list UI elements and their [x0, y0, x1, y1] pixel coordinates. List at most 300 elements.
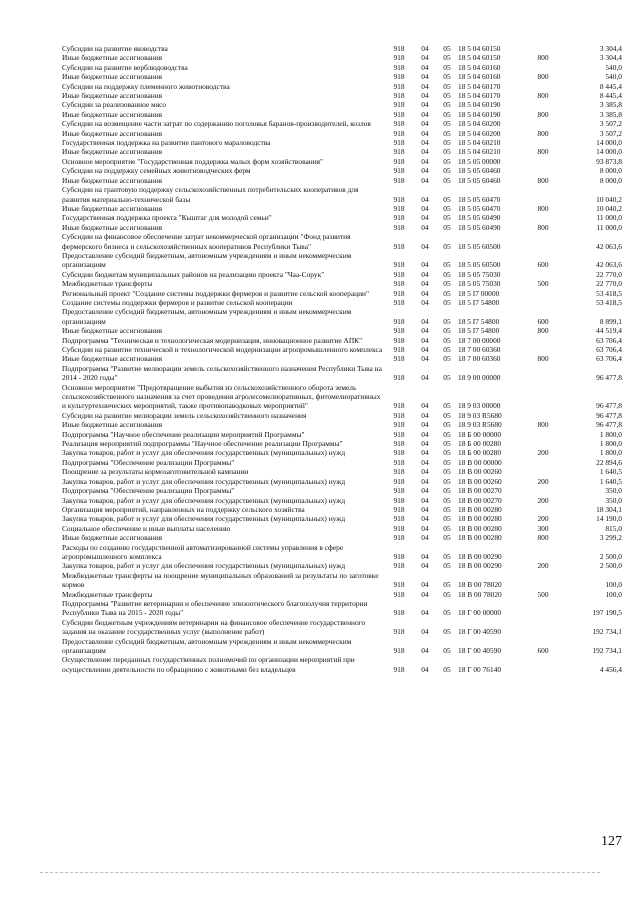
row-section: 04 [421, 410, 429, 420]
row-subsection: 05 [443, 166, 451, 176]
row-subsection: 05 [443, 91, 451, 101]
table-row [62, 354, 622, 363]
row-amount: 11 000,0 [596, 213, 622, 223]
row-subsection: 05 [443, 288, 451, 298]
row-target-article: 18 5 05 60500 [458, 241, 501, 251]
row-amount: 350,0 [605, 486, 622, 496]
row-name: Подпрограмма "Техническая и технологическая модернизация, инновационное развитие АПК" [62, 335, 363, 345]
row-section: 04 [421, 194, 429, 204]
row-target-article: 18 5 04 60200 [458, 119, 501, 129]
row-expense-type: 800 [537, 53, 549, 63]
row-name: Расходы по созданию государственной автоматизированной системы управления в сфере агропромышленного комплекса [62, 542, 344, 561]
row-expense-type [530, 166, 556, 175]
row-expense-type: 200 [537, 561, 549, 571]
row-name: Субсидии на возмещение части затрат по содержанию поголовья баранов-производителей, козлов [62, 119, 371, 129]
row-target-article: 18 5 05 60470 [458, 194, 501, 204]
table-row [62, 571, 622, 590]
row-admin-code: 918 [393, 495, 405, 505]
row-expense-type [530, 571, 556, 590]
row-amount: 3 299,2 [599, 533, 622, 543]
row-target-article: 18 5 05 75030 [458, 269, 501, 279]
row-section: 04 [421, 420, 429, 430]
row-amount: 96 477,8 [596, 410, 622, 420]
row-subsection: 05 [443, 410, 451, 420]
row-target-article: 18 9 03 R5680 [458, 410, 502, 420]
row-section: 04 [421, 81, 429, 91]
row-name: Субсидии на поддержку семейных животноводческих ферм [62, 166, 251, 176]
row-admin-code: 918 [393, 523, 405, 533]
row-target-article: 18 5 05 60460 [458, 166, 501, 176]
row-admin-code: 918 [393, 504, 405, 514]
row-target-article: 18 В 00 00270 [458, 495, 502, 505]
row-subsection: 05 [443, 194, 451, 204]
table-row [62, 204, 622, 213]
table-row [62, 561, 622, 570]
row-target-article: 18 В 00 00260 [458, 467, 502, 477]
row-amount: 540,0 [605, 72, 622, 82]
row-section: 04 [421, 664, 429, 674]
row-subsection: 05 [443, 627, 451, 637]
row-name: Иные бюджетные ассигнования [62, 222, 163, 232]
row-subsection: 05 [443, 345, 451, 354]
row-target-article: 18 5 I7 54800 [458, 316, 500, 326]
row-name: Предоставление субсидий бюджетным, автономным учреждениям и иным некоммерческим организациям [62, 636, 352, 655]
row-admin-code: 918 [393, 476, 405, 486]
row-subsection: 05 [443, 401, 451, 411]
row-expense-type [530, 618, 556, 637]
row-admin-code: 918 [393, 241, 405, 251]
row-subsection: 05 [443, 664, 451, 674]
page-number: 127 [601, 834, 622, 849]
table-row [62, 618, 622, 637]
row-admin-code: 918 [393, 608, 405, 618]
row-target-article: 18 5 05 60500 [458, 260, 501, 270]
row-target-article: 18 В 00 00280 [458, 514, 502, 524]
row-amount: 3 507,2 [599, 119, 622, 129]
row-amount: 2 500,0 [599, 561, 622, 571]
table-row [62, 119, 622, 128]
row-section: 04 [421, 72, 429, 82]
row-target-article: 18 В 00 00270 [458, 486, 502, 496]
row-target-article: 18 Б 00 00280 [458, 439, 502, 449]
row-section: 04 [421, 646, 429, 655]
row-expense-type [530, 213, 556, 222]
table-row [62, 477, 622, 486]
row-admin-code: 918 [393, 91, 405, 101]
table-row [62, 533, 622, 542]
row-amount: 3 385,8 [599, 100, 622, 110]
row-target-article: 18 5 04 60210 [458, 147, 501, 157]
row-expense-type [530, 82, 556, 91]
table-row [62, 364, 622, 383]
row-subsection: 05 [443, 203, 451, 213]
row-subsection: 05 [443, 81, 451, 91]
row-section: 04 [421, 109, 429, 119]
row-target-article: 18 5 05 60490 [458, 222, 501, 232]
row-section: 04 [421, 551, 429, 561]
table-row [62, 420, 622, 429]
row-admin-code: 918 [393, 100, 405, 110]
table-row [62, 448, 622, 457]
table-row [62, 63, 622, 72]
row-section: 04 [421, 504, 429, 514]
row-target-article: 18 В 00 00260 [458, 476, 502, 486]
row-target-article: 18 В 00 78020 [458, 589, 502, 599]
row-name: Региональный проект "Создание системы поддержки фермеров и развитие сельской кооперации" [62, 288, 369, 298]
row-name: Предоставление субсидий бюджетным, автономным учреждениям и иным некоммерческим организациям [62, 250, 352, 270]
row-subsection: 05 [443, 128, 451, 138]
row-section: 04 [421, 119, 429, 129]
row-amount: 815,0 [605, 523, 622, 533]
row-section: 04 [421, 175, 429, 185]
row-section: 04 [421, 448, 429, 458]
row-amount: 350,0 [605, 495, 622, 505]
row-section: 04 [421, 100, 429, 110]
row-amount: 8 445,4 [599, 81, 622, 91]
row-section: 04 [421, 316, 429, 326]
row-name: Субсидии на поддержку племенного животноводства [62, 81, 230, 91]
row-amount: 3 304,4 [599, 53, 622, 63]
table-row [62, 157, 622, 166]
row-admin-code: 918 [393, 203, 405, 213]
row-expense-type: 800 [537, 72, 549, 82]
row-admin-code: 918 [393, 448, 405, 458]
row-name: Межбюджетные трансферты [62, 589, 153, 599]
row-admin-code: 918 [393, 288, 405, 298]
table-row [62, 298, 622, 307]
table-row [62, 129, 622, 138]
row-amount: 14 190,0 [596, 514, 622, 524]
row-admin-code: 918 [393, 580, 405, 590]
row-admin-code: 918 [393, 297, 405, 307]
row-admin-code: 918 [393, 457, 405, 467]
row-amount: 4 456,4 [599, 664, 622, 674]
row-expense-type: 200 [537, 514, 549, 524]
row-name: Иные бюджетные ассигнования [62, 109, 163, 119]
row-name: Создание системы поддержки фермеров и развитие сельской кооперации [62, 297, 293, 307]
row-amount: 63 706,4 [596, 335, 622, 345]
table-row [62, 110, 622, 119]
row-subsection: 05 [443, 222, 451, 232]
row-expense-type [530, 411, 556, 420]
scan-edge-divider [40, 872, 600, 873]
row-name: Субсидии на развитие технической и технологической модернизации агропромышленного комплекса [62, 345, 383, 354]
row-name: Подпрограмма "Обеспечение реализации Программы" [62, 486, 235, 496]
row-admin-code: 918 [393, 119, 405, 129]
row-expense-type [530, 232, 556, 251]
row-target-article: 18 5 04 60190 [458, 100, 501, 110]
row-amount: 63 706,4 [596, 354, 622, 364]
table-row [62, 270, 622, 279]
row-subsection: 05 [443, 373, 451, 383]
row-section: 04 [421, 297, 429, 307]
row-admin-code: 918 [393, 354, 405, 364]
row-amount: 1 640,5 [599, 476, 622, 486]
row-name: Субсидии на грантовую поддержку сельскохозяйственных потребительских кооперативов для развития материально-технической базы [62, 185, 359, 204]
row-section: 04 [421, 523, 429, 533]
row-section: 04 [421, 401, 429, 411]
row-subsection: 05 [443, 523, 451, 533]
table-row [62, 655, 622, 674]
row-section: 04 [421, 222, 429, 232]
row-amount: 100,0 [605, 580, 622, 590]
row-amount: 1 800,0 [599, 448, 622, 458]
row-section: 04 [421, 495, 429, 505]
row-admin-code: 918 [393, 345, 405, 354]
row-name: Подпрограмма "Научное обеспечение реализации мероприятий Программы" [62, 429, 305, 439]
row-subsection: 05 [443, 448, 451, 458]
row-amount: 2 500,0 [599, 551, 622, 561]
row-name: Основное мероприятие "Предотвращение выбытия из сельскохозяйственного оборота земель сельскохозяйственного назначения за счет проведения агролесомелиоративных, фитомелиоративных и культуртехнических мероприятий, также противопаводковых мероприятий" [62, 382, 381, 411]
row-admin-code: 918 [393, 175, 405, 185]
row-subsection: 05 [443, 44, 451, 53]
row-section: 04 [421, 288, 429, 298]
row-amount: 1 640,5 [599, 467, 622, 477]
row-name: Иные бюджетные ассигнования [62, 72, 163, 82]
table-row [62, 430, 622, 439]
table-row [62, 251, 622, 270]
row-section: 04 [421, 62, 429, 72]
row-expense-type [530, 336, 556, 345]
table-row [62, 213, 622, 222]
row-target-article: 18 5 I7 54800 [458, 326, 500, 336]
row-amount: 22 770,0 [596, 279, 622, 289]
row-section: 04 [421, 213, 429, 223]
row-amount: 3 507,2 [599, 128, 622, 138]
row-amount: 44 519,4 [596, 326, 622, 336]
table-row [62, 232, 622, 251]
table-row [62, 307, 622, 326]
row-amount: 10 040,2 [596, 194, 622, 204]
row-section: 04 [421, 156, 429, 166]
budget-table-body [62, 44, 622, 674]
row-section: 04 [421, 44, 429, 53]
row-admin-code: 918 [393, 486, 405, 496]
row-amount: 42 063,6 [596, 241, 622, 251]
row-section: 04 [421, 514, 429, 524]
row-admin-code: 918 [393, 514, 405, 524]
row-expense-type [530, 270, 556, 279]
row-name: Субсидии за реализованное мясо [62, 100, 167, 110]
row-name: Закупка товаров, работ и услуг для обеспечения государственных (муниципальных) нужд [62, 561, 346, 571]
row-target-article: 18 7 00 00000 [458, 335, 501, 345]
row-admin-code: 918 [393, 401, 405, 411]
row-amount: 93 873,8 [596, 156, 622, 166]
row-target-article: 18 Г 00 40590 [458, 646, 502, 655]
row-name: Субсидии на развитие мелиорации земель сельскохозяйственного назначения [62, 410, 307, 420]
row-amount: 197 190,5 [592, 608, 622, 618]
row-subsection: 05 [443, 457, 451, 467]
table-row [62, 505, 622, 514]
row-amount: 96 477,8 [596, 420, 622, 430]
row-expense-type: 300 [537, 523, 549, 533]
row-target-article: 18 9 00 00000 [458, 373, 501, 383]
table-row [62, 543, 622, 562]
row-admin-code: 918 [393, 551, 405, 561]
table-row [62, 590, 622, 599]
row-subsection: 05 [443, 62, 451, 72]
table-row [62, 326, 622, 335]
row-name: Иные бюджетные ассигнования [62, 203, 163, 213]
row-subsection: 05 [443, 429, 451, 439]
row-section: 04 [421, 608, 429, 618]
row-section: 04 [421, 53, 429, 63]
row-expense-type: 800 [537, 128, 549, 138]
row-subsection: 05 [443, 439, 451, 449]
row-section: 04 [421, 467, 429, 477]
row-expense-type [530, 467, 556, 476]
row-name: Подпрограмма "Развитие ветеринарии и обеспечение эпизоотического благополучия территории Республики Тыва на 2015 - 2020 годы" [62, 598, 368, 618]
table-row [62, 486, 622, 495]
row-admin-code: 918 [393, 166, 405, 176]
row-subsection: 05 [443, 486, 451, 496]
row-admin-code: 918 [393, 53, 405, 63]
row-admin-code: 918 [393, 410, 405, 420]
table-row [62, 147, 622, 156]
table-row [62, 467, 622, 476]
row-target-article: 18 5 05 60490 [458, 213, 501, 223]
row-amount: 63 706,4 [596, 345, 622, 354]
row-target-article: 18 В 00 00280 [458, 533, 502, 543]
row-target-article: 18 5 04 60150 [458, 53, 501, 63]
row-section: 04 [421, 439, 429, 449]
row-target-article: 18 5 04 60200 [458, 128, 501, 138]
table-row [62, 637, 622, 656]
row-amount: 53 418,5 [596, 288, 622, 298]
row-expense-type [530, 63, 556, 72]
row-name: Социальное обеспечение и иные выплаты населению [62, 523, 231, 533]
row-admin-code: 918 [393, 439, 405, 449]
row-amount: 42 063,6 [596, 260, 622, 270]
row-amount: 1 800,0 [599, 439, 622, 449]
row-section: 04 [421, 166, 429, 176]
row-section: 04 [421, 269, 429, 279]
table-row [62, 223, 622, 232]
row-amount: 192 734,1 [592, 646, 622, 655]
row-admin-code: 918 [393, 420, 405, 430]
row-subsection: 05 [443, 420, 451, 430]
table-row [62, 91, 622, 100]
row-expense-type: 600 [537, 316, 549, 326]
row-amount: 53 418,5 [596, 297, 622, 307]
row-subsection: 05 [443, 156, 451, 166]
row-name: Подпрограмма "Обеспечение реализации Программы" [62, 457, 235, 467]
row-admin-code: 918 [393, 156, 405, 166]
row-expense-type: 500 [537, 279, 549, 289]
row-name: Межбюджетные трансферты [62, 279, 153, 289]
row-target-article: 18 Б 00 00000 [458, 429, 502, 439]
row-target-article: 18 5 04 60210 [458, 138, 501, 148]
row-subsection: 05 [443, 269, 451, 279]
row-target-article: 18 9 03 00000 [458, 401, 501, 411]
row-admin-code: 918 [393, 335, 405, 345]
row-expense-type [530, 157, 556, 166]
row-section: 04 [421, 203, 429, 213]
table-row [62, 44, 622, 53]
row-section: 04 [421, 589, 429, 599]
table-row [62, 336, 622, 345]
row-name: Закупка товаров, работ и услуг для обеспечения государственных (муниципальных) нужд [62, 514, 346, 524]
table-row [62, 439, 622, 448]
row-amount: 1 800,0 [599, 429, 622, 439]
row-expense-type [530, 185, 556, 204]
row-name: Подпрограмма "Развитие мелиорации земель сельскохозяйственного назначения Республики Тыва на 2014 - 2020 годы" [62, 363, 382, 383]
row-name: Государственная поддержка на развитие пантового мараловодства [62, 138, 271, 148]
row-expense-type: 800 [537, 354, 549, 364]
row-name: Иные бюджетные ассигнования [62, 354, 163, 364]
row-expense-type: 800 [537, 109, 549, 119]
row-amount: 192 734,1 [592, 627, 622, 637]
row-amount: 100,0 [605, 589, 622, 599]
row-admin-code: 918 [393, 62, 405, 72]
row-name: Организация мероприятий, направленных на поддержку сельского хозяйства [62, 504, 305, 514]
row-target-article: 18 5 I7 00000 [458, 288, 500, 298]
row-name: Закупка товаров, работ и услуг для обеспечения государственных (муниципальных) нужд [62, 448, 346, 458]
table-row [62, 383, 622, 411]
row-amount: 11 000,0 [596, 222, 622, 232]
row-name: Поощрение за результаты кормозаготовительной кампании [62, 467, 249, 477]
row-expense-type [530, 543, 556, 562]
row-target-article: 18 9 03 R5680 [458, 420, 502, 430]
row-subsection: 05 [443, 646, 451, 655]
row-section: 04 [421, 580, 429, 590]
row-amount: 3 304,4 [599, 44, 622, 53]
row-name: Закупка товаров, работ и услуг для обеспечения государственных (муниципальных) нужд [62, 495, 346, 505]
row-name: Субсидии на развитие верблюдоводства [62, 62, 188, 72]
row-expense-type [530, 44, 556, 53]
row-target-article: 18 5 04 60160 [458, 62, 501, 72]
row-subsection: 05 [443, 495, 451, 505]
row-section: 04 [421, 457, 429, 467]
row-amount: 96 477,8 [596, 373, 622, 383]
row-subsection: 05 [443, 147, 451, 157]
table-row [62, 289, 622, 298]
row-expense-type: 800 [537, 222, 549, 232]
row-subsection: 05 [443, 213, 451, 223]
row-name: Осуществление переданных государственных полномочий по организации мероприятий при осуществлении деятельности по обращению с животными без владельцев [62, 655, 355, 674]
row-amount: 10 040,2 [596, 203, 622, 213]
table-row [62, 138, 622, 147]
table-row [62, 53, 622, 62]
row-section: 04 [421, 138, 429, 148]
row-section: 04 [421, 533, 429, 543]
table-row [62, 166, 622, 175]
row-subsection: 05 [443, 72, 451, 82]
row-section: 04 [421, 627, 429, 637]
row-name: Иные бюджетные ассигнования [62, 326, 163, 336]
row-expense-type: 600 [537, 260, 549, 270]
row-admin-code: 918 [393, 222, 405, 232]
row-amount: 540,0 [605, 62, 622, 72]
row-target-article: 18 Б 00 00280 [458, 448, 502, 458]
row-target-article: 18 5 I7 54800 [458, 297, 500, 307]
row-expense-type [530, 505, 556, 514]
table-row [62, 514, 622, 523]
row-expense-type [530, 138, 556, 147]
row-section: 04 [421, 354, 429, 364]
row-name: Субсидии бюджетам муниципальных районов на реализацию проекта "Чаа-Сорук" [62, 269, 325, 279]
table-row [62, 279, 622, 288]
row-name: Иные бюджетные ассигнования [62, 533, 163, 543]
row-section: 04 [421, 241, 429, 251]
row-section: 04 [421, 326, 429, 336]
table-row [62, 524, 622, 533]
row-section: 04 [421, 91, 429, 101]
row-expense-type: 500 [537, 589, 549, 599]
row-admin-code: 918 [393, 326, 405, 336]
row-name: Основное мероприятие "Государственная поддержка малых форм хозяйствования" [62, 156, 324, 166]
row-admin-code: 918 [393, 147, 405, 157]
